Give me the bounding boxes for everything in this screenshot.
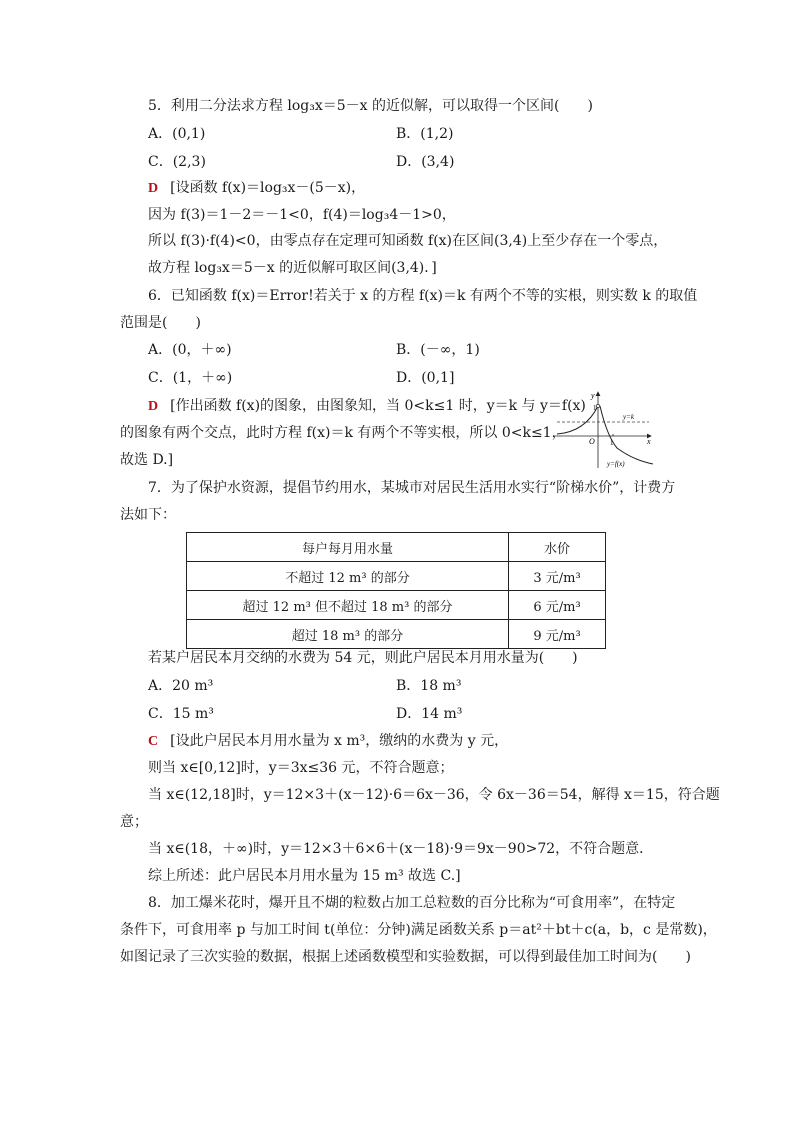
q7-option-c: C．15 m³	[148, 706, 214, 722]
q7-answer: C	[148, 734, 159, 749]
q7-solution-line-4: 意；	[120, 814, 148, 830]
q6-graph-y-one-label: 1	[593, 404, 597, 412]
q6-graph-line-label: y=k	[623, 413, 634, 421]
q7-option-a: A．20 m³	[148, 678, 214, 694]
q6-option-d: D．(0,1]	[396, 370, 455, 386]
q6-option-c: C．(1，＋∞)	[148, 370, 233, 386]
q5-option-b: B．(1,2)	[396, 126, 454, 142]
q5-solution-line-2: 因为 f(3)＝1－2＝－1<0，f(4)＝log₃4－1>0，	[148, 207, 456, 223]
q6-stem-line-1: 6．已知函数 f(x)＝Error!若关于 x 的方程 f(x)＝k 有两个不等的实根，则实数 k 的取值	[148, 288, 698, 304]
q6-graph-x-label: x	[647, 437, 651, 446]
table-cell: 超过 12 m³ 但不超过 18 m³ 的部分	[187, 591, 509, 620]
q6-graph-origin-label: O	[589, 437, 595, 446]
table-header-cell: 每户每月用水量	[187, 533, 509, 562]
q6-option-a: A．(0，＋∞)	[148, 342, 232, 358]
table-cell: 超过 18 m³ 的部分	[187, 620, 509, 649]
q8-stem-line-1: 8．加工爆米花时，爆开且不煳的粒数占加工总粒数的百分比称为“可食用率”，在特定	[148, 895, 676, 911]
table-cell: 不超过 12 m³ 的部分	[187, 562, 509, 591]
q5-solution-line-1: D [设函数 f(x)＝log₃x－(5－x)，	[148, 180, 366, 196]
table-cell: 3 元/m³	[509, 562, 606, 591]
q6-graph-y-label: y	[591, 391, 595, 400]
table-header-row	[187, 533, 606, 562]
q7-solution-line-6: 综上所述：此户居民本月用水量为 15 m³ 故选 C.]	[148, 868, 461, 884]
q6-solution-line-1: D [作出函数 f(x)的图象，由图象知，当 0<k≤1 时，y＝k 与 y＝f(x)	[148, 398, 586, 414]
table-header-cell: 水价	[509, 533, 606, 562]
q5-option-c: C．(2,3)	[148, 154, 206, 170]
q5-option-a: A．(0,1)	[148, 126, 206, 142]
table-cell: 6 元/m³	[509, 591, 606, 620]
q6-graph-curve-label: y=f(x)	[607, 460, 625, 468]
q7-solution-line-3: 当 x∈(12,18]时，y＝12×3＋(x－12)·6＝6x－36，令 6x－36＝54，解得 x＝15，符合题	[148, 787, 720, 803]
table-row	[187, 620, 606, 649]
q8-stem-line-2: 条件下，可食用率 p 与加工时间 t(单位：分钟)满足函数关系 p＝at²＋bt＋c(a，b，c 是常数)，	[120, 922, 717, 938]
q6-option-b: B．(－∞，1)	[396, 342, 480, 358]
q7-option-d: D．14 m³	[396, 706, 463, 722]
q7-stem-line-1: 7．为了保护水资源，提倡节约用水，某城市对居民生活用水实行“阶梯水价”，计费方	[148, 480, 676, 496]
table-row	[187, 591, 606, 620]
q6-function-graph	[555, 388, 660, 470]
q5-solution-line-3: 所以 f(3)·f(4)<0，由零点存在定理可知函数 f(x)在区间(3,4)上至少存在一个零点，	[148, 233, 668, 249]
q6-stem-line-2: 范围是( )	[120, 315, 201, 331]
q7-stem-line-2: 法如下：	[120, 507, 176, 523]
q5-option-d: D．(3,4)	[396, 154, 455, 170]
q7-solution-line-2: 则当 x∈[0,12]时，y＝3x≤36 元，不符合题意；	[148, 760, 454, 776]
table-row	[187, 562, 606, 591]
q7-solution-line-5: 当 x∈(18，＋∞)时，y＝12×3＋6×6＋(x－18)·9＝9x－90>72，不符合题意．	[148, 841, 654, 857]
q7-stem-line-3: 若某户居民本月交纳的水费为 54 元，则此户居民本月用水量为( )	[148, 650, 578, 666]
q8-stem-line-3: 如图记录了三次实验的数据，根据上述函数模型和实验数据，可以得到最佳加工时间为( )	[120, 949, 691, 965]
q6-graph-x-one-label: 1	[610, 439, 614, 447]
q7-solution-line-1: C [设此户居民本月用水量为 x m³，缴纳的水费为 y 元，	[148, 733, 509, 749]
table-cell: 9 元/m³	[509, 620, 606, 649]
q5-solution-line-4: 故方程 log₃x＝5－x 的近似解可取区间(3,4)．]	[148, 260, 437, 276]
q7-option-b: B．18 m³	[396, 678, 462, 694]
q5-stem: 5．利用二分法求方程 log₃x＝5－x 的近似解，可以取得一个区间( )	[148, 98, 593, 114]
q5-answer: D	[148, 181, 159, 196]
q6-solution-line-2: 的图象有两个交点，此时方程 f(x)＝k 有两个不等实根，所以 0<k≤1，	[120, 425, 566, 441]
q6-solution-line-3: 故选 D.]	[120, 452, 174, 468]
q6-answer: D	[148, 399, 159, 414]
water-price-table	[186, 532, 606, 649]
